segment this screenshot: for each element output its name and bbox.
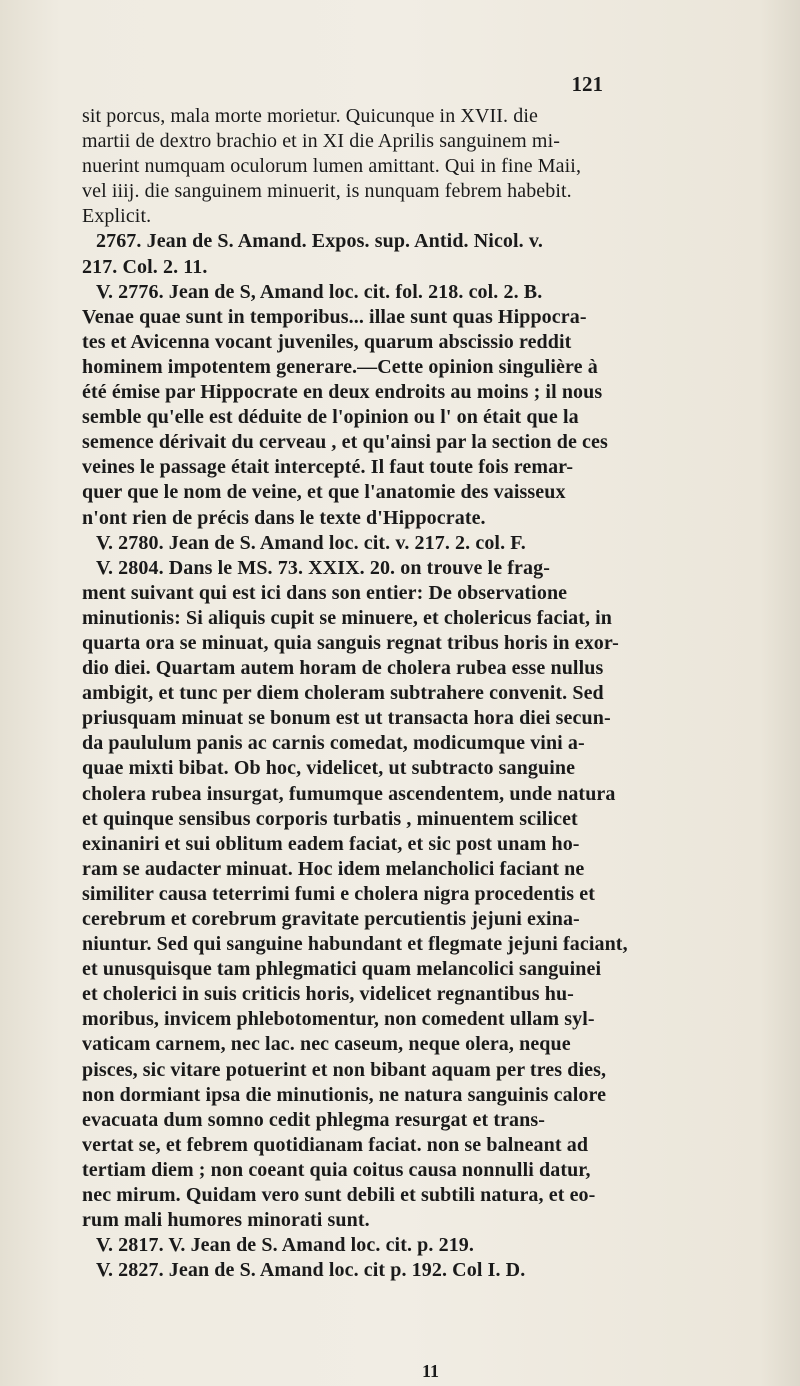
text-line: Venae quae sunt in temporibus... illae sunt quas Hippocra-: [82, 305, 587, 328]
text-line: tes et Avicenna vocant juveniles, quarum abscissio reddit: [82, 330, 572, 353]
text-line: vaticam carnem, nec lac. nec caseum, neque olera, neque: [82, 1033, 571, 1056]
text-line: vel iiij. die sanguinem minuerit, is nunquam febrem habebit.: [82, 180, 572, 203]
text-line: martii de dextro brachio et in XI die Aprilis sanguinem mi-: [82, 130, 561, 153]
text-line: Explicit.: [82, 205, 152, 228]
text-line: V. 2776. Jean de S, Amand loc. cit. fol. 218. col. 2. B.: [96, 280, 543, 303]
text-line: sit porcus, mala morte morietur. Quicunque in XVII. die: [82, 105, 538, 127]
text-line: hominem impotentem generare.—Cette opinion singulière à: [82, 355, 598, 378]
page-number: 121: [571, 72, 603, 96]
text-line: moribus, invicem phlebotomentur, non comedent ullam syl-: [82, 1008, 595, 1031]
text-line: V. 2827. Jean de S. Amand loc. cit p. 192. Col I. D.: [96, 1259, 526, 1282]
text-line: quae mixti bibat. Ob hoc, videlicet, ut subtracto sanguine: [82, 757, 576, 780]
text-line: 217. Col. 2. 11.: [82, 255, 208, 278]
text-line: semble qu'elle est déduite de l'opinion ou l' on était que la: [82, 406, 579, 429]
text-line: da paululum panis ac carnis comedat, modicumque vini a-: [82, 732, 585, 755]
text-line: été émise par Hippocrate en deux endroits au moins ; il nous: [82, 381, 603, 404]
text-line: exinaniri et sui oblitum eadem faciat, et sic post unam ho-: [82, 832, 580, 855]
text-line: nec mirum. Quidam vero sunt debili et subtili natura, et eo-: [82, 1184, 596, 1207]
text-line: vertat se, et febrem quotidianam faciat. non se balneant ad: [82, 1133, 589, 1156]
text-line: et quinque sensibus corporis turbatis , minuentem scilicet: [82, 807, 578, 830]
text-line: quer que le nom de veine, et que l'anatomie des vaisseux: [82, 481, 566, 504]
text-line: minutionis: Si aliquis cupit se minuere, et cholericus faciat, in: [82, 606, 613, 629]
text-line: ambigit, et tunc per diem choleram subtrahere convenit. Sed: [82, 682, 604, 705]
text-line: V. 2817. V. Jean de S. Amand loc. cit. p. 219.: [96, 1234, 474, 1257]
text-line: V. 2780. Jean de S. Amand loc. cit. v. 217. 2. col. F.: [96, 531, 526, 554]
text-line: semence dérivait du cerveau , et qu'ainsi par la section de ces: [82, 431, 608, 454]
signature-mark: 11: [422, 1361, 440, 1381]
text-line: V. 2804. Dans le MS. 73. XXIX. 20. on trouve le frag-: [96, 556, 550, 579]
text-line: priusquam minuat se bonum est ut transacta hora diei secun-: [82, 707, 611, 730]
text-line: ment suivant qui est ici dans son entier: De observatione: [82, 581, 568, 604]
text-line: nuerint numquam oculorum lumen amittant. Qui in fine Maii,: [82, 155, 582, 178]
text-line: quarta ora se minuat, quia sanguis regnat tribus horis in exor-: [82, 631, 619, 654]
text-line: tertiam diem ; non coeant quia coitus causa nonnulli datur,: [82, 1158, 591, 1181]
text-line: cerebrum et corebrum gravitate percutientis jejuni exina-: [82, 908, 580, 930]
text-line: pisces, sic vitare potuerint et non bibant aquam per tres dies,: [82, 1058, 607, 1081]
text-line: similiter causa teterrimi fumi e cholera nigra procedentis et: [82, 882, 596, 905]
text-line: cholera rubea insurgat, fumumque ascendentem, unde natura: [82, 782, 616, 805]
body-text: [82, 104, 722, 1283]
text-line: veines le passage était intercepté. Il faut toute fois remar-: [82, 456, 574, 479]
text-line: non dormiant ipsa die minutionis, ne natura sanguinis calore: [82, 1083, 607, 1106]
text-line: et cholerici in suis criticis horis, videlicet regnantibus hu-: [82, 983, 574, 1006]
text-line: evacuata dum somno cedit phlegma resurgat et trans-: [82, 1108, 546, 1131]
text-line: niuntur. Sed qui sanguine habundant et flegmate jejuni faciant,: [82, 933, 628, 956]
text-line: 2767. Jean de S. Amand. Expos. sup. Antid. Nicol. v.: [96, 230, 543, 253]
text-line: n'ont rien de précis dans le texte d'Hippocrate.: [82, 506, 486, 529]
text-line: et unusquisque tam phlegmatici quam melancolici sanguinei: [82, 958, 602, 981]
text-line: dio diei. Quartam autem horam de cholera rubea esse nullus: [82, 657, 604, 680]
text-line: ram se audacter minuat. Hoc idem melancholici faciant ne: [82, 857, 585, 880]
text-line: rum mali humores minorati sunt.: [82, 1209, 370, 1232]
